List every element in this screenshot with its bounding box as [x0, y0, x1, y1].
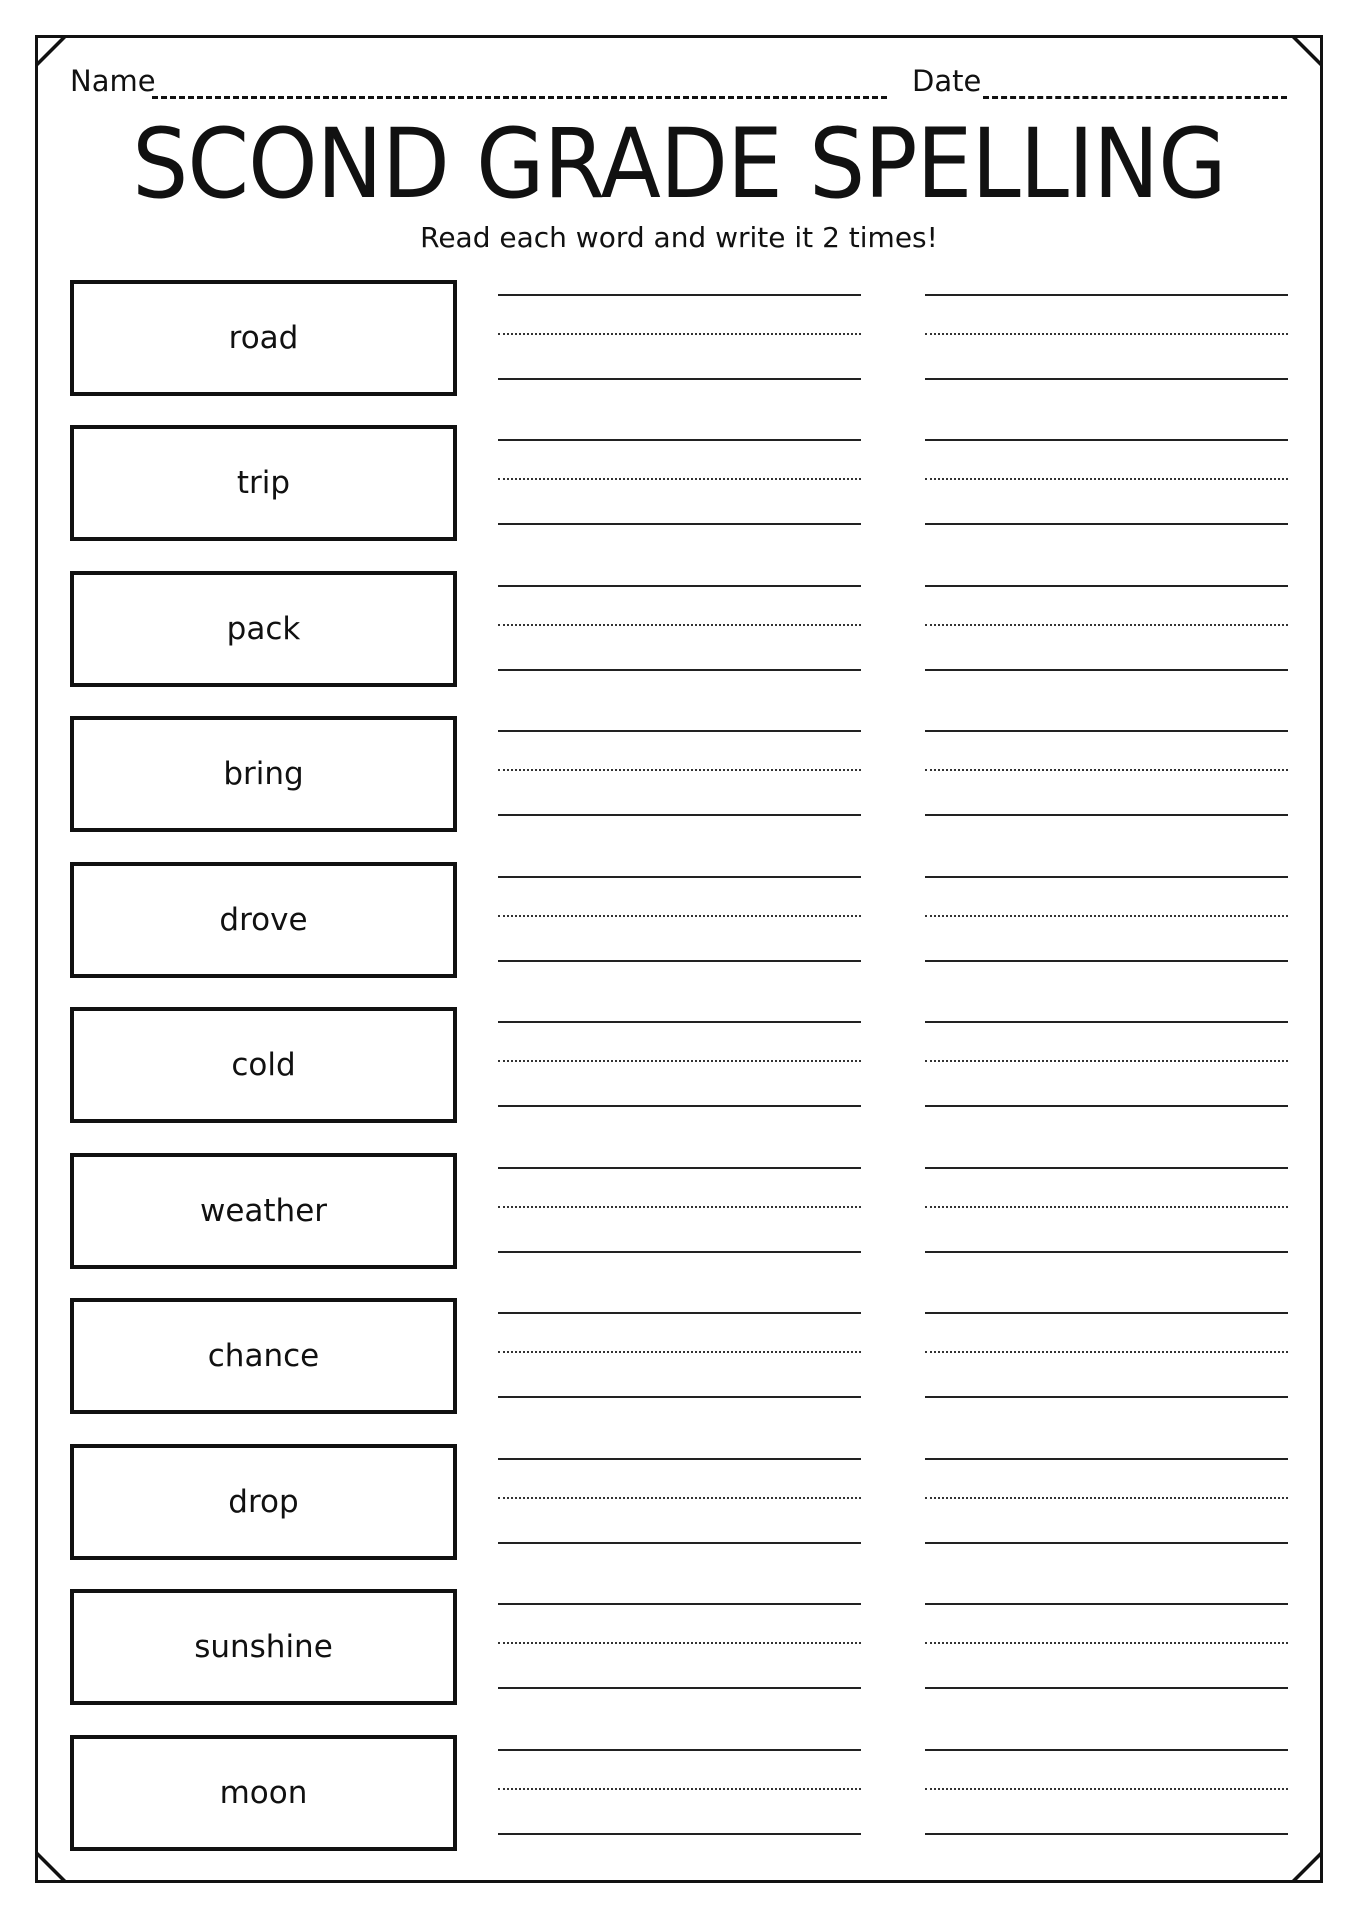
- spelling-word: road: [228, 320, 299, 356]
- practice-lines[interactable]: [498, 288, 861, 392]
- word-box: [70, 1298, 457, 1414]
- spelling-word: sunshine: [194, 1629, 333, 1665]
- practice-lines[interactable]: [925, 1161, 1288, 1265]
- practice-lines[interactable]: [498, 1743, 861, 1847]
- word-row: [0, 571, 1358, 687]
- word-box: [70, 571, 457, 687]
- spelling-word: chance: [207, 1338, 320, 1374]
- practice-lines[interactable]: [925, 1015, 1288, 1119]
- practice-lines[interactable]: [498, 1452, 861, 1556]
- spelling-word: drove: [219, 902, 308, 938]
- practice-lines[interactable]: [498, 1015, 861, 1119]
- word-box: [70, 280, 457, 396]
- spelling-word: weather: [199, 1193, 328, 1229]
- word-row: [0, 1589, 1358, 1705]
- practice-lines[interactable]: [498, 1161, 861, 1265]
- practice-lines[interactable]: [925, 870, 1288, 974]
- practice-lines[interactable]: [925, 579, 1288, 683]
- practice-lines[interactable]: [498, 433, 861, 537]
- word-row: [0, 862, 1358, 978]
- spelling-word: cold: [231, 1047, 296, 1083]
- practice-lines[interactable]: [498, 1306, 861, 1410]
- practice-lines[interactable]: [925, 433, 1288, 537]
- word-box: [70, 425, 457, 541]
- word-row: [0, 1735, 1358, 1851]
- name-label: Name: [70, 64, 156, 98]
- word-box: [70, 1153, 457, 1269]
- spelling-word: moon: [219, 1775, 308, 1811]
- word-row: [0, 1153, 1358, 1269]
- word-row: [0, 1007, 1358, 1123]
- word-box: [70, 1589, 457, 1705]
- word-box: [70, 1007, 457, 1123]
- word-row: [0, 1298, 1358, 1414]
- word-row: [0, 280, 1358, 396]
- spelling-word: pack: [226, 611, 301, 647]
- practice-lines[interactable]: [925, 724, 1288, 828]
- practice-lines[interactable]: [925, 288, 1288, 392]
- word-box: [70, 1444, 457, 1560]
- spelling-word: trip: [236, 465, 291, 501]
- practice-lines[interactable]: [498, 870, 861, 974]
- practice-lines[interactable]: [925, 1597, 1288, 1701]
- word-box: [70, 1735, 457, 1851]
- practice-lines[interactable]: [925, 1306, 1288, 1410]
- spelling-word: bring: [223, 756, 304, 792]
- word-row: [0, 1444, 1358, 1560]
- instructions: Read each word and write it 2 times!: [420, 221, 938, 254]
- word-row: [0, 425, 1358, 541]
- practice-lines[interactable]: [925, 1452, 1288, 1556]
- word-box: [70, 716, 457, 832]
- spelling-word: drop: [228, 1484, 299, 1520]
- word-row: [0, 716, 1358, 832]
- word-box: [70, 862, 457, 978]
- date-label: Date: [912, 64, 982, 98]
- practice-lines[interactable]: [498, 1597, 861, 1701]
- practice-lines[interactable]: [498, 724, 861, 828]
- practice-lines[interactable]: [925, 1743, 1288, 1847]
- page-title: SCOND GRADE SPELLING: [132, 108, 1226, 220]
- practice-lines[interactable]: [498, 579, 861, 683]
